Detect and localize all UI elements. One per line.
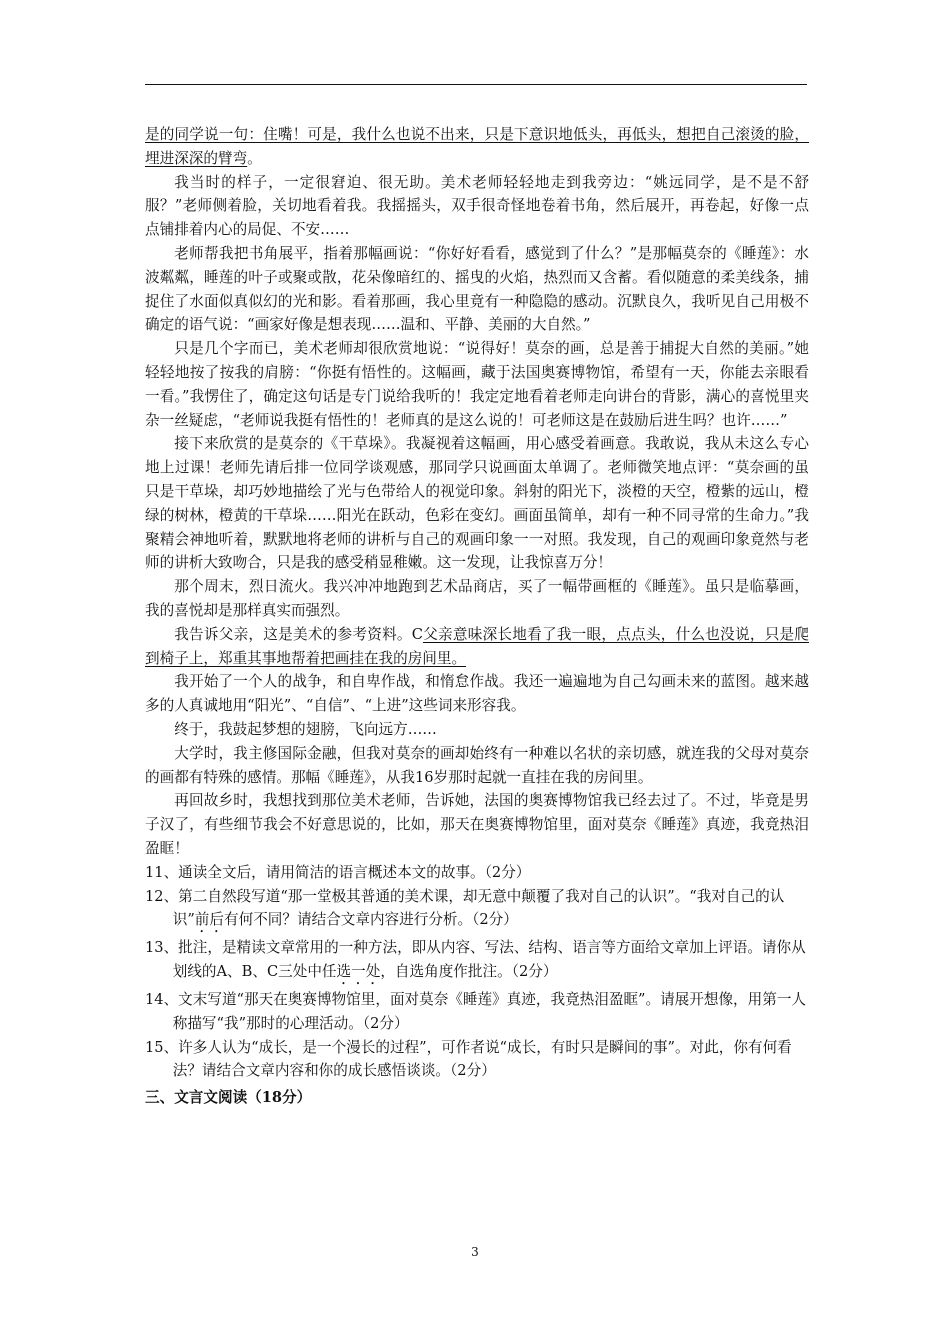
paragraph: 老师帮我把书角展平，指着那幅画说：“你好好看看，感觉到了什么？”是那幅莫奈的《睡莲》：水波粼粼，睡莲的叶子或聚或散，花朵像暗红的、摇曳的火焰，热烈而又含蓄。看似随意的柔美线条，捕捉住了水面似真似幻的光和影。看着那画，我心里竟有一种隐隐的感动。沉默良久，我听见自己用极不确定的语气说：“画家好像是想表现……温和、平静、美丽的大自然。” bbox=[145, 244, 809, 334]
section-heading: 三、文言文阅读（18分） bbox=[145, 1089, 312, 1107]
question-14: 14、文末写道“那天在奥赛博物馆里，面对莫奈《睡莲》真迹，我竟热泪盈眶”。请展开想像，用第一人称描写“我”那时的心理活动。（2分） bbox=[145, 991, 807, 1032]
page-number: 3 bbox=[471, 1245, 479, 1259]
paragraph: 那个周末，烈日流火。我兴冲冲地跑到艺术品商店，买了一幅带画框的《睡莲》。虽只是临摹画，我的喜悦却是那样真实而强烈。 bbox=[145, 578, 809, 619]
header-rule bbox=[145, 84, 807, 85]
paragraph: 大学时，我主修国际金融，但我对莫奈的画却始终有一种难以名状的亲切感，就连我的父母对莫奈的画都有特殊的感情。那幅《睡莲》，从我16岁那时起就一直挂在我的房间里。 bbox=[145, 744, 809, 786]
emphasis-mark: 前后 bbox=[194, 911, 224, 929]
underlined-passage-b: 是的同学说一句：住嘴！可是，我什么也说不出来，只是下意识地低头，再低头，想把自己滚烫的脸，埋进深深的臂弯 bbox=[145, 126, 809, 167]
paragraph: 终于，我鼓起梦想的翅膀，飞向远方…… bbox=[174, 720, 437, 738]
question-13: 13、批注，是精读文章常用的一种方法，即从内容、写法、结构、语言等方面给文章加上评语。请你从划线的A、B、C三处中任选一处，自选角度作批注。（2分） bbox=[145, 939, 806, 981]
paragraph-continued: 是的同学说一句：住嘴！可是，我什么也说不出来，只是下意识地低头，再低头，想把自己滚烫的脸，埋进深深的臂弯。 bbox=[145, 126, 809, 167]
page-body bbox=[145, 123, 809, 1110]
question-11: 11、通读全文后，请用简洁的语言概述本文的故事。（2分） bbox=[145, 863, 531, 881]
paragraph: 我告诉父亲，这是美术的参考资料。C父亲意味深长地看了我一眼，点点头，什么也没说，只是爬到椅子上，郑重其事地帮着把画挂在我的房间里。 bbox=[145, 625, 809, 667]
paragraph: 接下来欣赏的是莫奈的《干草垛》。我凝视着这幅画，用心感受着画意。我敢说，我从未这么专心地上过课！老师先请后排一位同学谈观感，那同学只说画面太单调了。老师微笑地点评：“莫奈画的虽只是干草垛，却巧妙地描绘了光与色带给人的视觉印象。斜射的阳光下，淡橙的天空，橙紫的远山，橙绿的树林，橙黄的干草垛……阳光在跃动，色彩在变幻。画面虽简单，却有一种不同寻常的生命力。”我聚精会神地听着，默默地将老师的讲析与自己的观画印象一一对照。我发现，自己的观画印象竟然与老师的讲析大致吻合，只是我的感受稍显稚嫩。这一发现，让我惊喜万分！ bbox=[145, 435, 809, 572]
underlined-passage-c: 父亲意味深长地看了我一眼，点点头，什么也没说，只是爬到椅子上，郑重其事地帮着把画挂在我的房间里。 bbox=[145, 625, 809, 667]
paragraph: 只是几个字而已，美术老师却很欣赏地说：“说得好！莫奈的画，总是善于捕捉大自然的美丽。”她轻轻地按了按我的肩膀：“你挺有悟性的。这幅画，藏于法国奥赛博物馆，希望有一天，你能去亲眼看一看。”我愣住了，确定这句话是专门说给我听的！我定定地看着老师走向讲台的背影，满心的喜悦里夹杂一丝疑虑，“老师说我挺有悟性的！老师真的是这么说的！可老师这是在鼓励后进生吗？也许……” bbox=[145, 340, 809, 429]
question-12: 12、第二自然段写道“那一堂极其普通的美术课，却无意中颠覆了我对自己的认识”。“我对自己的认识”前后有何不同？请结合文章内容进行分析。（2分） bbox=[145, 887, 785, 929]
paragraph: 再回故乡时，我想找到那位美术老师，告诉她，法国的奥赛博物馆我已经去过了。不过，毕竟是男子汉了，有些细节我会不好意思说的，比如，那天在奥赛博物馆里，面对莫奈《睡莲》真迹，我竟热泪盈眶！ bbox=[145, 792, 809, 857]
question-15: 15、许多人认为“成长，是一个漫长的过程”，可作者说“成长，有时只是瞬间的事”。对此，你有何看法？请结合文章内容和你的成长感悟谈谈。（2分） bbox=[145, 1038, 792, 1080]
emphasis-mark: 选一处 bbox=[336, 963, 381, 981]
paragraph: 我当时的样子，一定很窘迫、很无助。美术老师轻轻地走到我旁边：“姚远同学，是不是不舒服？”老师侧着脸，关切地看着我。我摇摇头，双手很奇怪地卷着书角，然后展开，再卷起，好像一点点铺排着内心的局促、不安…… bbox=[145, 173, 809, 239]
paragraph: 我开始了一个人的战争，和自卑作战，和惰怠作战。我还一遍遍地为自己勾画未来的蓝图。越来越多的人真诚地用“阳光”、“自信”、“上进”这些词来形容我。 bbox=[145, 673, 809, 715]
